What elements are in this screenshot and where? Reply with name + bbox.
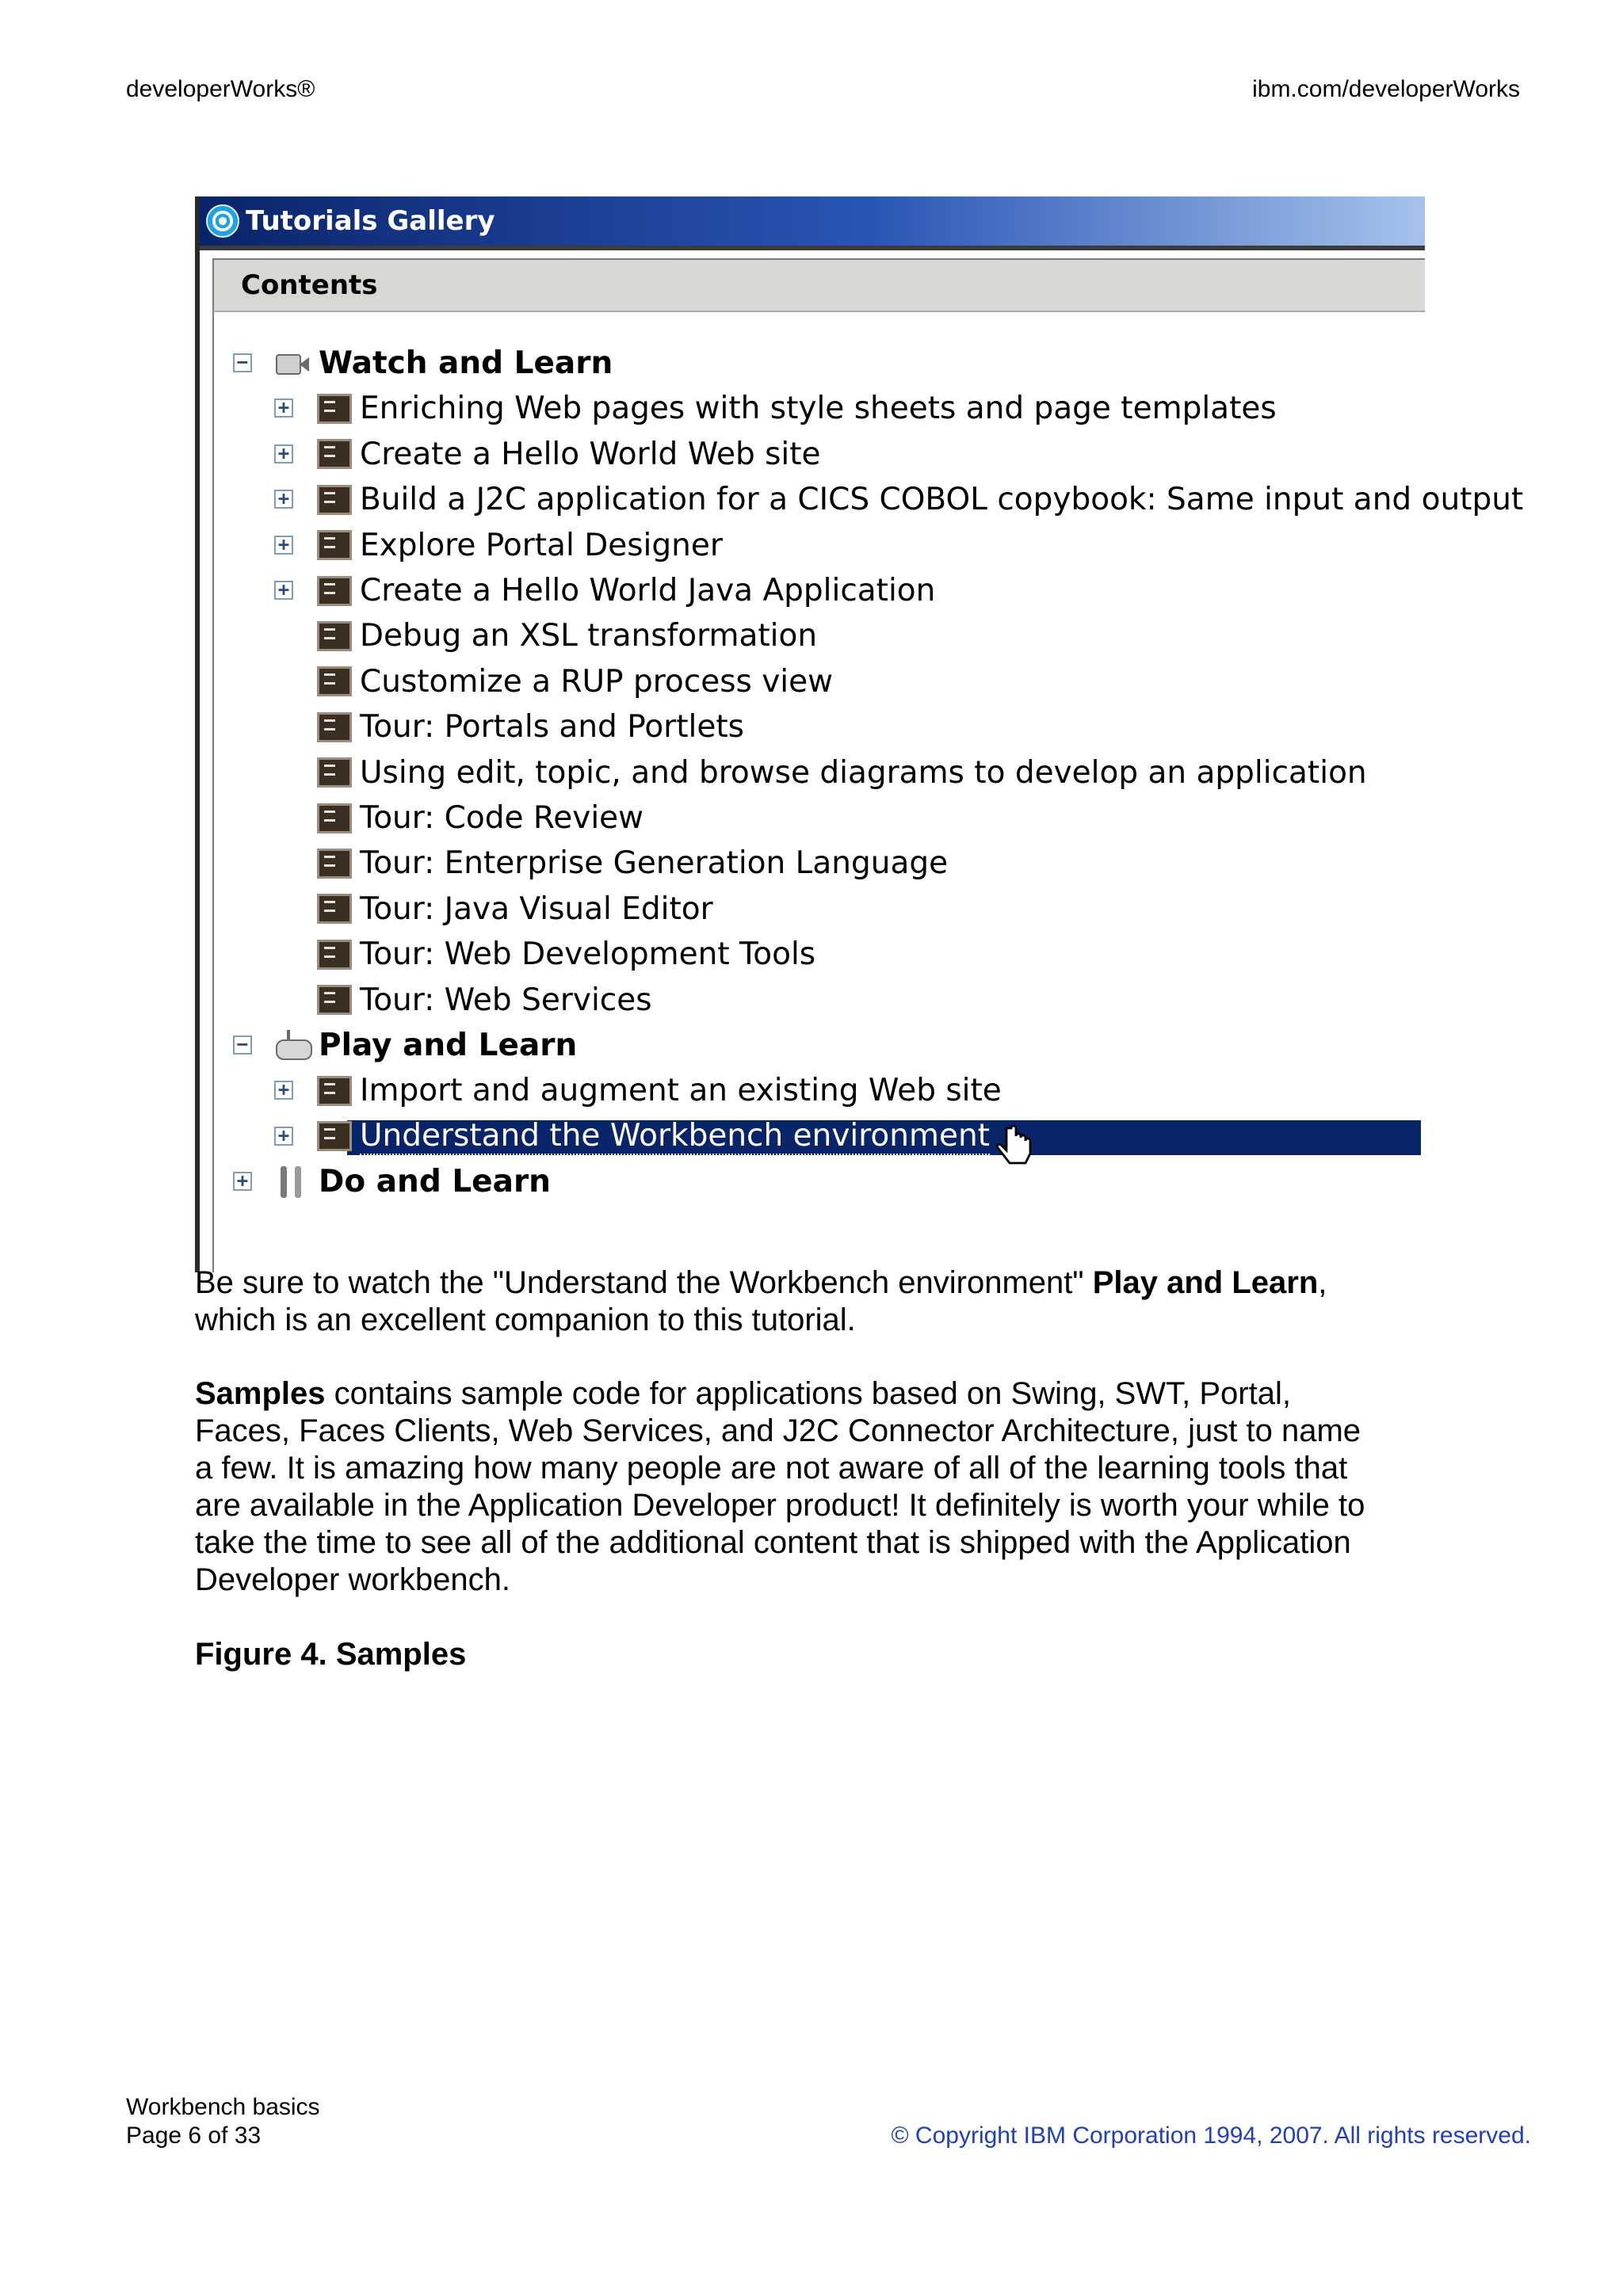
- tutorial-icon: [317, 485, 352, 515]
- paragraph-2: [195, 1375, 1431, 1599]
- tutorial-icon: [317, 1121, 352, 1151]
- paragraph-1-bold: Play and Learn: [1092, 1265, 1319, 1300]
- tree-category[interactable]: [274, 1023, 577, 1068]
- tutorial-icon: [317, 621, 352, 651]
- tree-toggle[interactable]: +: [274, 536, 293, 555]
- paragraph-2-line: a few. It is amazing how many people are not aware of all of the learning tools that: [195, 1451, 1348, 1486]
- footer-page: Page 6 of 33: [126, 2122, 262, 2149]
- contents-header: [212, 258, 1425, 312]
- tree-item[interactable]: [317, 704, 744, 749]
- tree-category[interactable]: [274, 1159, 551, 1204]
- tree-toggle[interactable]: −: [233, 1035, 252, 1055]
- tree-item-label: Tour: Java Visual Editor: [360, 891, 713, 927]
- footer-copyright: © Copyright IBM Corporation 1994, 2007. All rights reserved.: [891, 2122, 1531, 2149]
- tree-item[interactable]: [317, 1114, 990, 1159]
- paragraph-2-line: take the time to see all of the additional content that is shipped with the Application: [195, 1525, 1351, 1560]
- samples-term: Samples: [195, 1376, 326, 1411]
- tree-item-label: Tour: Enterprise Generation Language: [360, 845, 949, 882]
- tree-item-label: Using edit, topic, and browse diagrams to develop an application: [360, 754, 1367, 791]
- tree-item-label: Debug an XSL transformation: [360, 618, 818, 654]
- tree-item[interactable]: [317, 1068, 1002, 1113]
- tree-item[interactable]: [317, 659, 833, 704]
- tree-toggle[interactable]: +: [274, 1081, 293, 1100]
- tutorial-icon: [317, 849, 352, 879]
- header-brand: developerWorks®: [126, 76, 315, 102]
- gamepad-icon: [274, 1030, 312, 1062]
- tutorial-icon: [317, 803, 352, 833]
- window-title: Tutorials Gallery: [246, 205, 495, 237]
- tree-item[interactable]: [317, 613, 817, 658]
- footer-info: [126, 2093, 320, 2150]
- footer-title: Workbench basics: [126, 2094, 320, 2120]
- tree-toggle[interactable]: +: [274, 1127, 293, 1146]
- tree-item-label: Import and augment an existing Web site: [360, 1073, 1002, 1109]
- tree-item-label: Tour: Web Development Tools: [360, 936, 816, 973]
- tree-item[interactable]: [317, 978, 652, 1023]
- tree-item[interactable]: [317, 523, 723, 568]
- tree-item-label: Tour: Portals and Portlets: [360, 709, 744, 746]
- tree-toggle[interactable]: +: [274, 399, 293, 418]
- paragraph-2-line: Faces, Faces Clients, Web Services, and J2C Connector Architecture, just to name: [195, 1413, 1361, 1448]
- paragraph-1-comma: ,: [1318, 1265, 1327, 1300]
- tutorial-icon: [317, 940, 352, 970]
- paragraph-2-line: contains sample code for applications based on Swing, SWT, Portal,: [325, 1376, 1291, 1411]
- paragraph-1-line2: which is an excellent companion to this tutorial.: [195, 1302, 856, 1337]
- tree-item-label: Create a Hello World Java Application: [360, 573, 936, 608]
- tutorial-icon: [317, 1076, 352, 1106]
- header-site: ibm.com/developerWorks: [1252, 76, 1520, 102]
- tutorial-icon: [317, 712, 352, 742]
- gallery-icon: [206, 204, 239, 238]
- paragraph-1: [195, 1264, 1431, 1339]
- tree-item-label: Explore Portal Designer: [360, 527, 723, 563]
- tree-item-label: Tour: Web Services: [360, 982, 652, 1018]
- tree-item[interactable]: [317, 887, 713, 932]
- tree-category-label: Do and Learn: [319, 1164, 551, 1200]
- tree-item[interactable]: [317, 568, 935, 613]
- tutorial-icon: [317, 576, 352, 606]
- paragraph-2-line: are available in the Application Developer product! It definitely is worth your while to: [195, 1488, 1365, 1523]
- paragraph-1-text: Be sure to watch the "Understand the Workbench environment": [195, 1265, 1093, 1300]
- tree-item[interactable]: [317, 477, 1523, 522]
- contents-label: Contents: [241, 269, 378, 301]
- tools-icon: [274, 1166, 312, 1198]
- figure-caption: Figure 4. Samples: [195, 1637, 467, 1672]
- tree-toggle[interactable]: +: [274, 444, 293, 463]
- tree-item-label: Enriching Web pages with style sheets and page templates: [360, 391, 1277, 427]
- tree-item-label: Customize a RUP process view: [360, 663, 834, 700]
- tutorial-icon: [317, 439, 352, 469]
- tree-item[interactable]: [317, 432, 821, 477]
- window-titlebar: [200, 196, 1425, 246]
- camera-icon: [274, 348, 312, 379]
- tree-item-label: Tour: Code Review: [360, 800, 644, 836]
- tree-toggle[interactable]: −: [233, 353, 252, 372]
- window-edge: [195, 196, 200, 1272]
- tree-toggle[interactable]: +: [274, 490, 293, 509]
- tree-item[interactable]: [317, 386, 1277, 431]
- tree-item[interactable]: [317, 841, 948, 886]
- tree-item-label: Build a J2C application for a CICS COBOL copybook: Same input and output: [360, 482, 1524, 518]
- titlebar-divider: [200, 246, 1425, 250]
- tutorial-icon: [317, 530, 352, 560]
- tutorial-icon: [317, 666, 352, 696]
- hand-cursor-icon: [992, 1125, 1037, 1180]
- tree-toggle[interactable]: +: [233, 1172, 252, 1191]
- tree-item[interactable]: [317, 932, 815, 977]
- tree-item-label: Create a Hello World Web site: [360, 436, 821, 472]
- tree-category[interactable]: [274, 341, 613, 386]
- paragraph-2-line: Developer workbench.: [195, 1562, 510, 1597]
- tutorial-icon: [317, 894, 352, 924]
- tutorial-icon: [317, 985, 352, 1015]
- tree-item[interactable]: [317, 750, 1367, 795]
- tree-category-label: Play and Learn: [319, 1028, 578, 1063]
- tree-toggle[interactable]: +: [274, 581, 293, 600]
- tutorial-icon: [317, 757, 352, 788]
- tree-category-label: Watch and Learn: [319, 345, 613, 381]
- tutorial-icon: [317, 394, 352, 424]
- tree-item-label: Understand the Workbench environment: [360, 1117, 990, 1154]
- tree-item[interactable]: [317, 795, 643, 841]
